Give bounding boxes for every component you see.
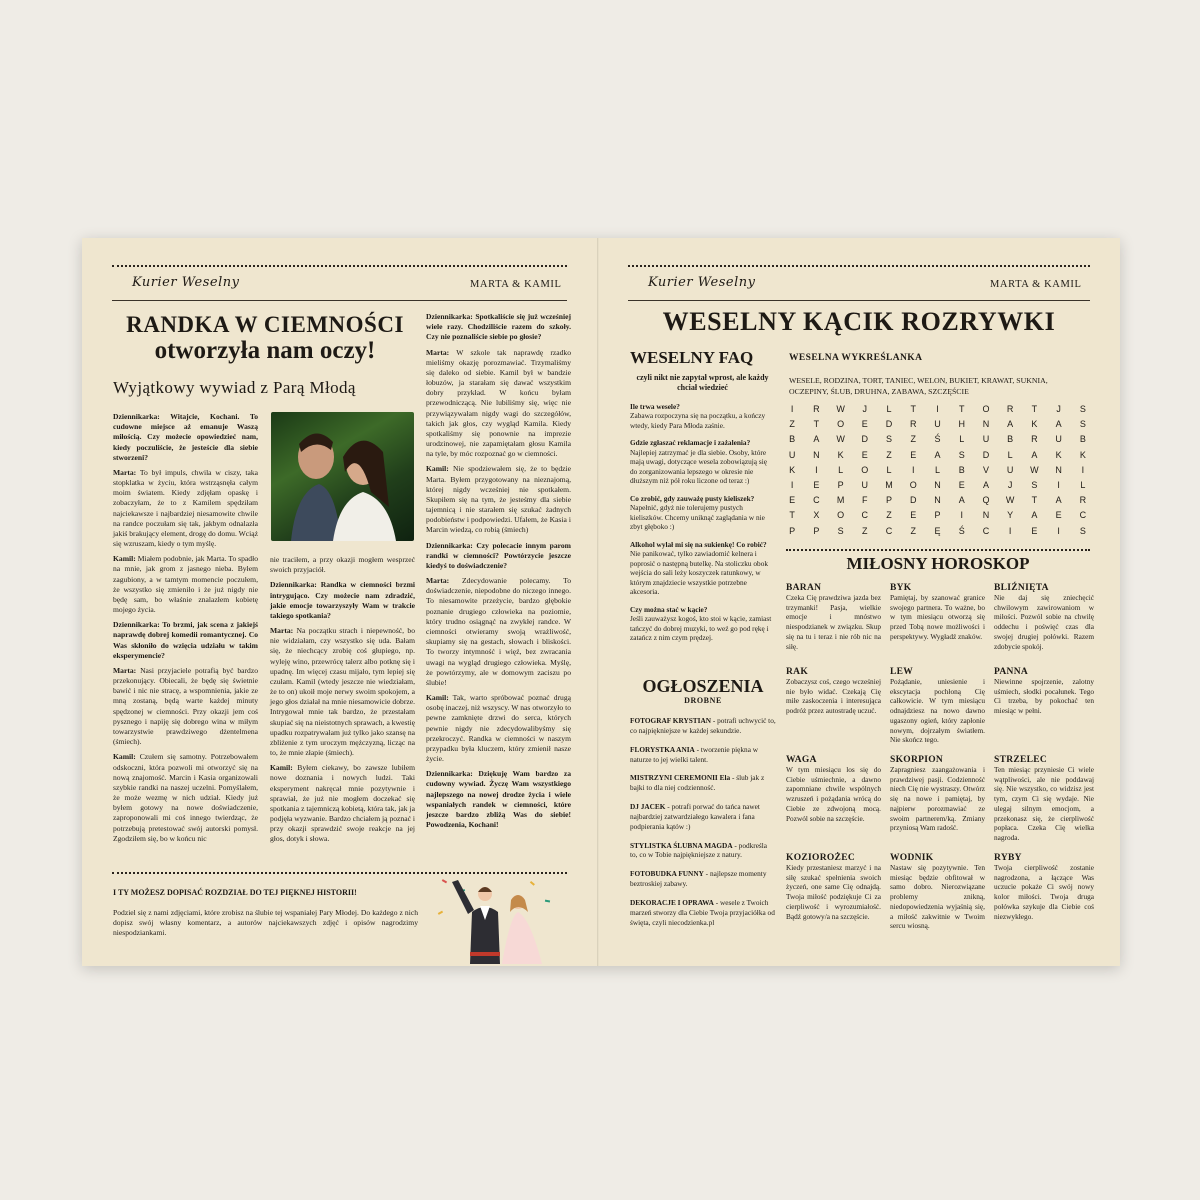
header-dotted-rule-right <box>628 265 1090 267</box>
paragraph-text: Tak, warto spróbować poznać drugą osobę inaczej, niż wszyscy. W nas otworzyło to pewne zamknięte drzwi do serca, których pewnie nigdy nie zdecydowalibyśmy się przekroczyć. Randka w ciemności w naszym przypadku była kluczem, który zmienił nasze życie. <box>426 693 571 764</box>
grid-letter[interactable]: L <box>934 464 940 475</box>
grid-letter[interactable]: Ś <box>934 434 941 445</box>
grid-letter[interactable]: I <box>790 404 794 414</box>
grid-letter[interactable]: B <box>1079 434 1086 445</box>
grid-letter[interactable]: J <box>1007 480 1013 491</box>
interview-paragraph <box>270 580 415 621</box>
horoscope-entry <box>994 755 1094 843</box>
paragraph-text: nie traciłem, a przy okazji mogłem wesprzeć swoich przyjaciół. <box>270 555 415 575</box>
grid-letter[interactable]: T <box>789 510 795 521</box>
grid-letter[interactable]: K <box>837 449 844 460</box>
grid-letter[interactable]: E <box>958 480 965 491</box>
grid-letter[interactable]: Ś <box>958 525 965 536</box>
header-dotted-rule <box>112 265 567 267</box>
speaker-lead: Dziennikarka: To brzmi, jak scena z jakiejś naprawdę dobrej komedii romantycznej. Co Was skłoniło do wzięcia udziału w takim eksperymencie? <box>113 620 258 660</box>
horoscope-sign: RAK <box>786 667 809 677</box>
grid-letter[interactable]: E <box>1055 510 1062 521</box>
paragraph-text: Zdecydowanie polecamy. To doświadczenie, niepodobne do niczego innego. To niesamowite przeżycie, bardzo głębokie poznanie drugiego człowieka na poziomie, który trudno osiągnąć na zwykłej randce. W ciemności otwieramy swoją wrażliwość, skupiamy się na gestach, słowach i bliskości. To tworzy intymność i więź, bez zwracania uwagi na wygląd drugiego człowieka. Myślę, że powtórzymy, ale w domowym zaciszu po ślubie! <box>426 576 571 687</box>
grid-letter[interactable]: U <box>861 480 869 491</box>
grid-letter[interactable]: Z <box>910 525 916 536</box>
grid-letter[interactable]: I <box>790 480 794 491</box>
interview-paragraph <box>113 666 258 747</box>
horoscope-entry <box>890 853 985 931</box>
horoscope-sign: BYK <box>890 583 912 593</box>
horoscope-text: W tym miesiącu los się do Ciebie uśmiechnie, a dawno zapomniane chwile wspólnych wzruszeń i pożądania wrócą do Ciebie ze zdwojoną mocą. Pozwól sobie na szczęście. <box>786 765 881 823</box>
faq-answer: Zabawa rozpoczyna się na początku, a kończy wtedy, kiedy Para Młoda zaśnie. <box>630 411 766 430</box>
grid-letter[interactable]: T <box>1031 495 1038 506</box>
ads-subtitle: DROBNE <box>684 696 722 705</box>
couple-names: MARTA & KAMIL <box>470 279 562 290</box>
couple-names-right: MARTA & KAMIL <box>990 279 1082 290</box>
interview-paragraph <box>426 464 571 535</box>
speaker-lead: Kamil: <box>426 464 449 474</box>
grid-letter[interactable]: P <box>934 510 941 521</box>
interview-paragraph <box>113 752 258 844</box>
faq-answer: Nie panikować, tylko zawiadomić kelnera i poprosić o następną butelkę. Na stoliczku obok wejścia do sali leży koszyczek ratunkowy, w którym znajdziecie wszystkie potrzebne akcesoria. <box>630 549 768 597</box>
grid-letter[interactable]: E <box>910 510 917 521</box>
grid-letter[interactable]: P <box>789 525 796 536</box>
grid-letter[interactable]: X <box>813 510 820 521</box>
horoscope-title: MIŁOSNY HOROSKOP <box>846 554 1030 573</box>
grid-letter[interactable]: O <box>909 480 917 491</box>
grid-letter[interactable]: E <box>861 449 868 460</box>
grid-letter[interactable]: U <box>982 434 990 445</box>
wordsearch-grid <box>780 402 1095 539</box>
horoscope-sign: RYBY <box>994 853 1022 863</box>
grid-letter[interactable]: I <box>1081 464 1085 475</box>
horoscope-sign: SKORPION <box>890 755 944 765</box>
grid-letter[interactable]: E <box>813 480 820 491</box>
wordsearch-words: WESELE, RODZINA, TORT, TANIEC, WELON, BUKIET, KRAWAT, SUKNIA, OCZEPINY, ŚLUB, DRUHNA, ZABAWA, SZCZĘŚCIE <box>789 376 1048 396</box>
interview-paragraph <box>113 554 258 615</box>
grid-letter[interactable]: E <box>1031 525 1038 536</box>
horoscope-text: Ten miesiąc przyniesie Ci wiele wątpliwości, ale nie poddawaj się. Nie wszystko, co widzisz jest tym, czym Ci się wydaje. Nie ulegaj silnym emocjom, a przekonasz się, że cierpliwość popłaca. Czeka Cię wielka nagroda. <box>994 765 1094 842</box>
interview-paragraph <box>426 541 571 572</box>
grid-letter[interactable]: M <box>836 495 845 506</box>
couple-photo <box>271 412 414 541</box>
paragraph-text: Byłem ciekawy, bo zawsze lubiłem nowe doznania i nowych ludzi. Taki eksperyment nakręcał mnie pozytywnie i sprawiał, że już nie mogłem doczekać się spotkania z tajemniczą kobietą, która tak, jak ja podjęła wyzwanie. Bardzo chciałem ją poznać i przy okazji sprawdzić swoje reakcje na jej głos, dotyk i słowa. <box>270 763 415 844</box>
faq-answer: Napełnić, gdyż nie tolerujemy pustych kieliszków. Chcemy uniknąć zaglądania w nie zbyt głęboko :) <box>630 503 765 532</box>
speaker-lead: Kamil: <box>113 752 136 762</box>
horoscope-sign: PANNA <box>994 667 1029 677</box>
grid-letter[interactable]: S <box>1079 404 1086 414</box>
faq-title: WESELNY FAQ <box>630 348 754 367</box>
ad-name: DJ JACEK <box>630 802 666 812</box>
horoscope-entry <box>786 853 881 921</box>
grid-letter[interactable]: S <box>1031 480 1038 491</box>
horoscope-text: Nastaw się pozytywnie. Ten miesiąc będzie obfitował w samo dobro. Nierozwiązane problemy znikną, niedopowiedzenia wyjaśnią się, a miłość zakwitnie w Twoim sercu wiosną. <box>890 863 985 931</box>
grid-letter[interactable]: D <box>885 419 893 430</box>
grid-letter[interactable]: C <box>982 525 990 536</box>
grid-letter[interactable]: S <box>958 449 965 460</box>
speaker-lead: Kamil: <box>113 554 136 564</box>
horoscope-entry <box>994 667 1094 716</box>
grid-letter[interactable]: S <box>837 525 844 536</box>
grid-letter[interactable]: L <box>959 434 965 445</box>
header-rule <box>112 300 567 301</box>
grid-letter[interactable]: C <box>861 510 869 521</box>
horoscope-entry <box>890 583 985 642</box>
grid-letter[interactable]: A <box>934 449 941 460</box>
subtitle: Wyjątkowy wywiad z Parą Młodą <box>113 378 356 397</box>
paragraph-text: Czułem się samotny. Potrzebowałem odskoczni, która pozwoli mi otworzyć się na nową znajomość. Marcin i Kasia organizowali szybkie randki na naszej uczelni. Pomyślałem, że może wezmę w nich udział. Kiedy już byłem gotowy na nowe doświadczenie, zaproponowali mi coś innego twierdząc, że potrzebują pretestować swój autorski pomysł. Zgodziłem się, bo w końcu nic <box>113 752 258 843</box>
grid-letter[interactable]: D <box>861 434 869 445</box>
grid-letter[interactable]: Q <box>982 495 990 506</box>
grid-letter[interactable]: S <box>1079 419 1086 430</box>
grid-letter[interactable]: L <box>1007 449 1013 460</box>
speaker-lead: Dziennikarka: Dziękuję Wam bardzo za cudowny wywiad. Życzę Wam wszystkiego najlepszego na nowej drodze życia i wiele wspaniałych randek w ciemności, które jeszcze bardzo zbliżą Was do siebie! Powodzenia, Kochani! <box>426 769 571 830</box>
ad-text: - potrafi uchwycić to, co najpiękniejsze w każdej sekundzie. <box>630 716 776 735</box>
grid-letter[interactable]: Z <box>886 449 892 460</box>
grid-letter[interactable]: V <box>982 464 989 475</box>
ad-item <box>630 802 776 832</box>
grid-letter[interactable]: R <box>1031 434 1038 445</box>
paragraph-text: To był impuls, chwila w ciszy, taka stopklatka w życiu, która wstrząsnęła całym moim światem. Kiedy zdjęłam opaskę i zobaczyłam, że to z Kamilem spędziłam najciekawsze i najbardziej niesamowite chwile na randce poczułam się tak, jakbym odnalazła jakiś brakujący element, drogę do domu. Wciąż się wzruszam, kiedy o tym myślę. <box>113 467 258 549</box>
grid-letter[interactable]: W <box>1030 464 1039 475</box>
faq-question: Alkohol wylał mi się na sukienkę! Co robić? <box>630 539 767 549</box>
faq-list <box>630 402 776 651</box>
ad-item <box>630 869 776 889</box>
grid-letter[interactable]: N <box>982 419 990 430</box>
horoscope-sign: LEW <box>890 667 914 677</box>
grid-letter[interactable]: N <box>813 449 820 460</box>
grid-letter[interactable]: B <box>789 434 796 445</box>
wordsearch-title: WESELNA WYKREŚLANKA <box>789 353 923 363</box>
speaker-lead: Kamil: <box>270 763 293 773</box>
ad-item <box>630 716 776 736</box>
speaker-lead: Dziennikarka: Czy polecacie innym parom randki w ciemności? Powtórzycie jeszcze kiedyś to doświadczenie? <box>426 540 571 570</box>
grid-letter[interactable]: H <box>958 419 965 430</box>
horoscope-text: Nie daj się zniechęcić chwilowym zawirowaniom w miłości. Pozwól sobie na chwilę oddechu i poświęć czas dla swojej drugiej połówki. Razem zdobycie spokój. <box>994 593 1094 651</box>
grid-letter[interactable]: R <box>813 404 820 414</box>
horoscope-text: Pożądanie, uniesienie i ekscytacja pochłoną Cię całkowicie. W tym miesiącu odnajdziesz na nowo dawno ugaszony ogień, który zapłonie nowym, dojrzałym światłem. Nie skończ tego. <box>890 677 985 745</box>
grid-letter[interactable]: T <box>813 419 820 430</box>
grid-letter[interactable]: W <box>1005 495 1015 506</box>
grid-letter[interactable]: W <box>836 404 845 414</box>
grid-letter[interactable]: J <box>1056 404 1061 414</box>
grid-letter[interactable]: O <box>982 404 990 414</box>
faq-question: Co zrobić, gdy zauważę pusty kieliszek? <box>630 493 755 503</box>
grid-letter[interactable]: O <box>837 510 845 521</box>
headline-line2: otworzyła nam oczy! <box>154 337 376 364</box>
speaker-lead: Dziennikarka: Randka w ciemności brzmi intrygująco. Czy możecie nam zdradzić, jakie emocje towarzyszyły Wam w trakcie takiego spotkania? <box>270 580 415 620</box>
faq-subtitle: czyli nikt nie zapytał wprost, ale każdy chciał wiedzieć <box>636 373 769 392</box>
grid-letter[interactable]: D <box>982 449 990 460</box>
grid-letter[interactable]: R <box>910 419 917 430</box>
grid-letter[interactable]: A <box>1031 449 1038 460</box>
faq-question: Gdzie zgłaszać reklamacje i zażalenia? <box>630 438 751 448</box>
interview-paragraph <box>426 312 571 343</box>
speaker-lead: Dziennikarka: Witajcie, Kochani. To cudowne miejsce aż emanuje Waszą miłością. Czy możecie opowiedzieć nam, kiedy poczuliście, że jesteście dla siebie stworzeni? <box>113 412 258 462</box>
horoscope-grid <box>786 583 1094 933</box>
ad-text: - najlepsze momenty beztroskiej zabawy. <box>630 869 767 889</box>
interview-column-3 <box>426 312 571 835</box>
grid-letter[interactable]: A <box>1055 419 1062 430</box>
grid-letter[interactable]: A <box>813 434 820 445</box>
grid-letter[interactable]: M <box>885 480 893 491</box>
faq-question: Czy można stać w kącie? <box>630 604 708 614</box>
header-rule-right <box>628 300 1090 301</box>
paragraph-text: Na początku strach i niepewność, bo nie widziałam, czy wszystko się uda. Bałam się, że niechcący zrobię coś głupiego, np. wyleję wino, przewrócę talerz albo potknę się i upadnę. Im więcej czasu mijało, tym lepiej się czułam. Kamil (wtedy jeszcze nie wiedziałam, że to on) ukoił moje nerwy swoim spokojem, a jego głos działał na mnie niesamowicie dobrze. Intrygował mnie tak bardzo, że przestałam skupiać się na nieistotnych sprawach, a kwestię upadku rozpatrywałam już tylko jako szansę na zbliżenie z tym uroczym mężczyzną, licząc na to, że mnie złapie (śmiech). <box>270 626 415 758</box>
ad-item <box>630 773 776 793</box>
speaker-lead: Dziennikarka: Spotkaliście się już wcześniej wiele razy. Chodziliście razem do szkoły. Czy nie poznaliście siebie po głosie? <box>426 312 571 342</box>
grid-letter[interactable]: Z <box>789 419 795 430</box>
grid-letter[interactable]: T <box>958 404 965 414</box>
interview-paragraph <box>113 620 258 661</box>
grid-letter[interactable]: U <box>788 449 796 460</box>
horoscope-text: Zapragniesz zaangażowania i prawdziwej pasji. Codzienność niech Cię nie wystraszy. Otwórz się na nowe i pamiętaj, by najpierw porozmawiać ze swoim partnerem/ką. Zmiany przyniosą Wam radość. <box>890 765 985 833</box>
grid-letter[interactable]: Z <box>886 510 892 521</box>
horoscope-entry <box>890 755 985 833</box>
grid-letter[interactable]: A <box>982 480 989 491</box>
speaker-lead: Marta: <box>426 576 450 586</box>
grid-letter[interactable]: E <box>861 419 868 430</box>
grid-letter[interactable]: A <box>1007 419 1014 430</box>
grid-letter[interactable]: C <box>885 525 893 536</box>
speaker-lead: Kamil: <box>426 693 449 703</box>
ad-text: - podkreśla to, co w Tobie najpiękniejsze z natury. <box>630 840 768 860</box>
masthead-logo-right: Kurier Weselny <box>648 275 756 290</box>
ad-name: MISTRZYNI CEREMONII Ela <box>630 773 731 783</box>
grid-letter[interactable]: I <box>912 464 915 475</box>
ads-list <box>630 716 776 937</box>
grid-letter[interactable]: F <box>862 495 868 506</box>
center-fold <box>597 238 599 966</box>
ad-text: - ślub jak z bajki to dla niej codzienność. <box>630 773 765 793</box>
horoscope-text: Czeka Cię prawdziwa jazda bez trzymanki! Pasja, wielkie emocje i mnóstwo niespodzianek w związku. Skup się na tu i teraz i nie rób nic na siłę. <box>786 593 881 651</box>
faq-answer: Jeśli zauważysz kogoś, kto stoi w kącie, zamiast tańczyć do dobrej muzyki, to weź go pod rękę i zatańcz z nim czym prędzej. <box>630 614 772 643</box>
interview-paragraph <box>113 412 258 463</box>
grid-letter[interactable]: Z <box>910 434 916 445</box>
horoscope-sign: WAGA <box>786 755 817 765</box>
paragraph-text: Nie spodziewałem się, że to będzie Marta. Byłem przygotowany na nieznajomą, której nigdy wcześniej nie spotkałem. Skupiłem się na tym, że jesteśmy dla siebie tajemnicą i nie starałem się szukać żadnych podobieństw i podpowiedzi. Ufałem, że Kasia i Marcin wiedzą, co robią (śmiech) <box>426 464 571 535</box>
horoscope-sign: WODNIK <box>890 853 934 863</box>
interview-paragraph <box>113 468 258 549</box>
grid-letter[interactable]: T <box>1031 404 1038 414</box>
grid-letter[interactable]: I <box>960 510 963 521</box>
grid-letter[interactable]: O <box>837 419 845 430</box>
horoscope-entry <box>786 667 881 716</box>
horoscope-sign: KOZIOROŻEC <box>786 853 855 863</box>
wedding-couple-illustration <box>430 872 570 964</box>
horoscope-entry <box>786 755 881 823</box>
grid-letter[interactable]: I <box>936 404 939 414</box>
interview-column-1 <box>113 412 258 849</box>
grid-letter[interactable]: Ę <box>934 525 941 536</box>
speaker-lead: Marta: <box>270 626 294 636</box>
interview-paragraph <box>426 348 571 460</box>
grid-letter[interactable]: C <box>1079 510 1087 521</box>
ad-text: - wesele z Twoich marzeń stworzy dla Ciebie Twoja przyjaciółka od święta, czyli niecodzienka.pl <box>630 897 775 927</box>
grid-letter[interactable]: B <box>1007 434 1014 445</box>
horoscope-text: Kiedy przestaniesz marzyć i na siłę szukać spełnienia swoich życzeń, one same Cię odnajdą. Twoja miłość podziękuje Ci za cierpliwość i wyrozumiałość. Bądź gotowy/a na szczęście. <box>786 863 881 921</box>
horoscope-entry <box>994 853 1094 921</box>
ad-text: - tworzenie piękna w naturze to jej wielki talent. <box>630 744 759 764</box>
grid-letter[interactable]: K <box>789 464 796 475</box>
grid-letter[interactable]: I <box>1008 525 1012 536</box>
interview-column-2 <box>270 555 415 850</box>
faq-question: Ile trwa wesele? <box>630 402 680 411</box>
grid-letter[interactable]: J <box>862 404 868 414</box>
masthead-logo: Kurier Weselny <box>132 275 240 290</box>
grid-letter[interactable]: I <box>815 464 818 475</box>
horoscope-entry <box>890 667 985 745</box>
headline-line1: RANDKA W CIEMNOŚCI <box>126 312 404 337</box>
grid-letter[interactable]: N <box>1055 464 1062 475</box>
speaker-lead: Marta: <box>426 347 450 357</box>
grid-letter[interactable]: O <box>861 464 869 475</box>
grid-letter[interactable]: Y <box>1007 510 1014 521</box>
grid-letter[interactable]: E <box>910 449 917 460</box>
grid-letter[interactable]: C <box>813 495 820 506</box>
paragraph-text: W szkole tak naprawdę rzadko mieliśmy okazję porozmawiać. Trzymaliśmy się daleko od siebie. Kamil był w bandzie łobuzów, ja starałam się dawać wszystkim dobry przykład. W końcu byłam przewodniczącą. Nie lubiliśmy się, więc nie przywiązywałam nigdy wagi do szczegółów, takich jak głos, czy wygląd Kamila. Kiedy spotkaliśmy się ponownie na imprezie urodzinowej, nie zapamiętałam głosu Kamila na tyle, by móc rozpoznać go w ciemności. <box>426 347 571 459</box>
grid-letter[interactable]: E <box>789 495 796 506</box>
grid-letter[interactable]: I <box>1057 480 1060 491</box>
speaker-lead: Marta: <box>113 665 137 675</box>
ad-name: STYLISTKA ŚLUBNA MAGDA <box>630 840 733 850</box>
interview-paragraph <box>270 626 415 758</box>
interview-paragraph <box>426 576 571 688</box>
grid-letter[interactable]: U <box>1006 464 1014 475</box>
interview-paragraph <box>270 555 415 575</box>
grid-letter[interactable]: R <box>1006 404 1014 414</box>
horoscope-text: Pamiętaj, by szanować granice swojego partnera. To ważne, bo w tym miesiącu otworzą się przed Tobą nowe możliwości i perspektywy. Wygładź znaków. <box>890 593 985 641</box>
horoscope-sign: BARAN <box>786 583 822 593</box>
horoscope-text: Zobaczysz coś, czego wcześniej nie było widać. Czekają Cię miłe zaskoczenia i interesująca podróż przez autostradę uczuć. <box>786 677 881 716</box>
footer-title: I TY MOŻESZ DOPISAĆ ROZDZIAŁ DO TEJ PIĘKNEJ HISTORII! <box>113 888 357 897</box>
grid-letter[interactable]: K <box>1055 449 1062 460</box>
grid-letter[interactable]: R <box>1079 495 1087 506</box>
grid-letter[interactable]: K <box>1079 449 1086 460</box>
grid-letter[interactable]: P <box>837 480 844 491</box>
grid-letter[interactable]: S <box>886 434 893 445</box>
interview-paragraph <box>270 763 415 844</box>
grid-letter[interactable]: N <box>982 510 990 521</box>
horoscope-entry <box>994 583 1094 651</box>
grid-letter[interactable]: L <box>1080 480 1086 491</box>
grid-letter[interactable]: B <box>958 464 965 475</box>
grid-letter[interactable]: D <box>910 495 917 506</box>
grid-letter[interactable]: P <box>886 495 893 506</box>
horoscope-entry <box>786 583 881 651</box>
horoscope-text: Twoja cierpliwość zostanie nagrodzona, a łączące Was uczucie pokaże Ci swój nowy kolor miłości. Twoja druga połówka szykuje dla Ciebie coś niezwykłego. <box>994 863 1094 921</box>
ad-item <box>630 841 776 861</box>
grid-letter[interactable]: U <box>1055 434 1062 445</box>
ad-item <box>630 898 776 928</box>
ad-name: FOTOGRAF KRYSTIAN <box>630 716 712 725</box>
ad-name: FLORYSTKA ANIA <box>630 744 695 754</box>
paragraph-text: Miałem podobnie, jak Marta. To spadło na mnie, jak grom z jasnego nieba. Byłem zagubiony, a w tamtym momencie poczułem, że wszystko się zmieniło i że już nigdy nie będę sam, bo właśnie znalazłem kobietę mojego życia. <box>113 554 258 615</box>
horoscope-dotted-rule <box>786 549 1090 551</box>
interview-paragraph <box>426 769 571 830</box>
grid-letter[interactable]: W <box>836 434 845 445</box>
grid-letter[interactable]: P <box>813 525 820 536</box>
grid-letter[interactable]: N <box>934 480 941 491</box>
horoscope-sign: BLIŹNIĘTA <box>994 583 1049 593</box>
speaker-lead: Marta: <box>113 467 137 477</box>
horoscope-sign: STRZELEC <box>994 755 1048 765</box>
grid-letter[interactable]: T <box>910 404 916 414</box>
grid-letter[interactable]: I <box>1057 525 1060 536</box>
grid-letter[interactable]: A <box>1031 510 1038 521</box>
paragraph-text: Nasi przyjaciele potrafią być bardzo przekonujący. Obiecali, że będę się świetnie bawić i nic nie stracę, a wspomnienia, jakie ze mną zostaną, będą warte każdej minuty spędzonej w ciemności. Przy okazji jem coś pysznego i napiję się dobrego wina w miłym towarzystwie prawdziwego dżentelmena (śmiech). <box>113 665 258 747</box>
interview-paragraph <box>426 693 571 764</box>
grid-letter[interactable]: L <box>838 464 844 475</box>
ad-name: DEKORACJE I OPRAWA <box>630 897 714 907</box>
ad-text: - potrafi porwać do tańca nawet najbardziej zatwardziałego kawalera i fana podpierania kątów :) <box>630 802 760 831</box>
grid-letter[interactable]: N <box>934 495 941 506</box>
ad-item <box>630 745 776 765</box>
grid-letter[interactable]: U <box>934 419 941 430</box>
grid-letter[interactable]: L <box>886 404 892 414</box>
ads-title: OGŁOSZENIA <box>642 676 764 696</box>
faq-answer: Najlepiej zatrzymać je dla siebie. Osoby, które mają uwagi, dotyczące wesela zobowiązują się do zorganizowania lepszego w okresie nie dłuższym niż pół roku liczone od teraz :) <box>630 447 767 486</box>
grid-letter[interactable]: A <box>958 495 965 506</box>
rozrywka-headline: WESELNY KĄCIK ROZRYWKI <box>662 307 1056 336</box>
grid-letter[interactable]: A <box>1055 495 1062 506</box>
grid-letter[interactable]: S <box>1079 525 1086 536</box>
grid-letter[interactable]: Z <box>862 525 868 536</box>
footer-text: Podziel się z nami zdjęciami, które zrobisz na ślubie tej wspaniałej Pary Młodej. Do każdego z nich dopisz swój własny komentarz, a autorów najciekawszych zdjęć i opisów nagrodzimy niespodziankami. <box>113 908 418 938</box>
grid-letter[interactable]: L <box>886 464 892 475</box>
grid-letter[interactable]: K <box>1031 419 1038 430</box>
horoscope-text: Niewinne spojrzenie, zalotny uśmiech, słodki pocałunek. Tego Ci trzeba, by pokochać ten miesiąc w pełni. <box>994 677 1094 716</box>
ad-name: FOTOBUDKA FUNNY <box>630 869 704 879</box>
